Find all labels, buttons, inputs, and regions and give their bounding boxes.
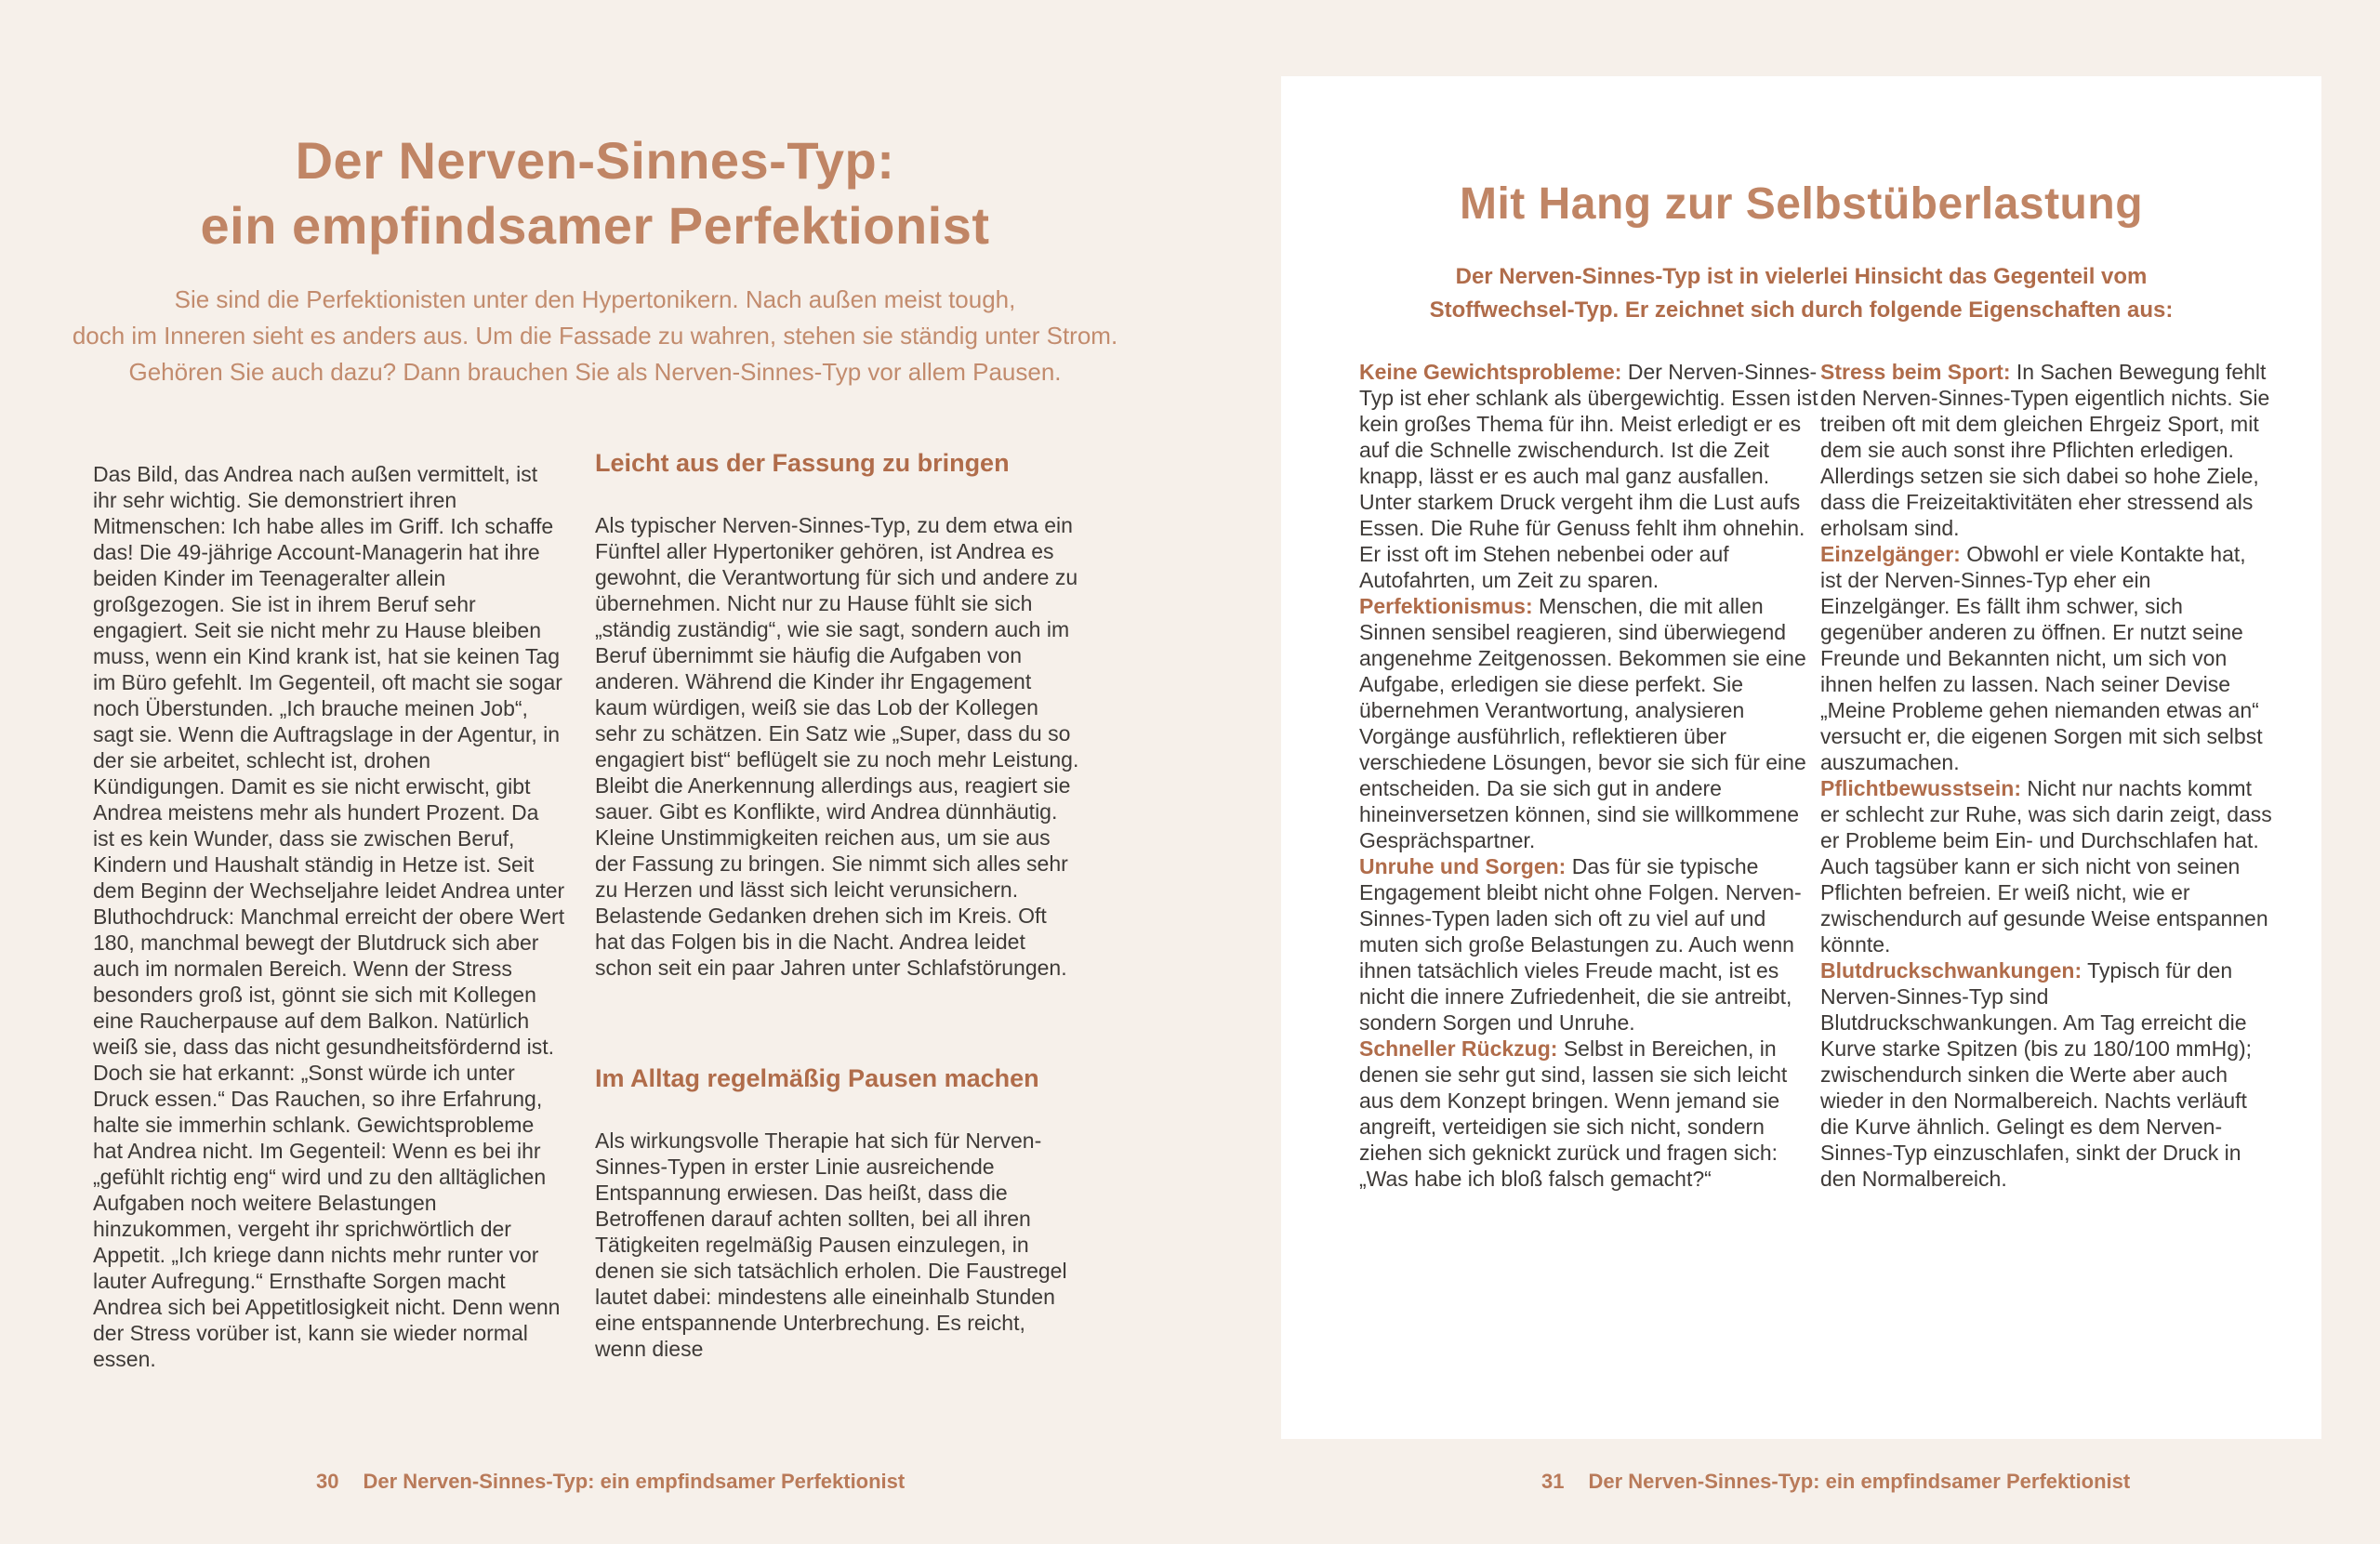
trait-text: Nicht nur nachts kommt er schlecht zur Ruhe, was sich darin zeigt, dass er Probleme beim Ein- und Durchschlafen hat. Auch tagsüber kann er sich nicht von seinen Pflichten befreien. Er weiß nicht, wie er zwischendurch auf gesunde Weise entspannen könnte. bbox=[1820, 776, 2272, 957]
trait-item-perfektionismus bbox=[1359, 593, 1820, 853]
left-page-footer bbox=[316, 1470, 905, 1494]
trait-item-blutdruckschwankungen bbox=[1820, 957, 2272, 1192]
trait-label: Einzelgänger: bbox=[1820, 542, 1961, 566]
left-page-title-line1: Der Nerven-Sinnes-Typ: bbox=[295, 131, 895, 190]
trait-text: Menschen, die mit allen Sinnen sensibel reagieren, sind überwiegend angenehme Zeitgenossen. Bekommen sie eine Aufgabe, erledigen sie diese perfekt. Sie übernehmen Verantwortung, analysieren Vorgänge ausführlich, reflektieren über verschiedene Lösungen, bevor sie sich für eine entscheiden. Da sie sich gut in andere hineinversetzen können, sind sie willkommene Gesprächspartner. bbox=[1359, 594, 1806, 852]
trait-text: In Sachen Bewegung fehlt den Nerven-Sinnes-Typen eigentlich nichts. Sie treiben oft mit dem gleichen Ehrgeiz Sport, mit dem sie auch sonst ihre Pflichten erledigen. Allerdings setzen sie sich dabei so hohe Ziele, dass die Freizeitaktivitäten eher stressend als erholsam sind. bbox=[1820, 360, 2270, 540]
trait-item-einzelgaenger bbox=[1820, 541, 2272, 775]
left-page-title bbox=[84, 128, 1106, 258]
trait-label: Unruhe und Sorgen: bbox=[1359, 854, 1567, 878]
page-number: 31 bbox=[1541, 1470, 1565, 1493]
trait-label: Schneller Rückzug: bbox=[1359, 1036, 1558, 1061]
trait-label: Perfektionismus: bbox=[1359, 594, 1533, 618]
body-paragraph: Als typischer Nerven-Sinnes-Typ, zu dem etwa ein Fünftel aller Hypertoniker gehören, ist Andrea es gewohnt, die Verantwortung für sich und andere zu übernehmen. Nicht nur zu Hause fühlt sie sich „ständig zuständig“, wie sie sagt, sondern auch im Beruf übernimmt sie häufig die Aufgaben von anderen. Während die Kinder ihr Engagement kaum würdigen, weiß sie das Lob der Kollegen sehr zu schätzen. Ein Satz wie „Super, dass du so engagiert bist“ beflügelt sie zu noch mehr Leistung. Bleibt die Anerkennung allerdings aus, reagiert sie sauer. Gibt es Konflikte, wird Andrea dünnhäutig. Kleine Unstimmigkeiten reichen aus, um sie aus der Fassung zu bringen. Sie nimmt sich alles sehr zu Herzen und lässt sich leicht verunsichern. Belastende Gedanken drehen sich im Kreis. Oft hat das Folgen bis in die Nacht. Andrea leidet schon seit ein paar Jahren unter Schlafstörungen. bbox=[595, 513, 1079, 980]
right-page-subtitle bbox=[1281, 260, 2321, 327]
left-page-intro bbox=[65, 282, 1125, 390]
page-number: 30 bbox=[316, 1470, 339, 1493]
body-paragraph: Das Bild, das Andrea nach außen vermittelt, ist ihr sehr wichtig. Sie demonstriert ihren Mitmenschen: Ich habe alles im Griff. Ich schaffe das! Die 49-jährige Account-Managerin hat ihre beiden Kinder im Teenageralter allein großgezogen. Sie ist in ihrem Beruf sehr engagiert. Seit sie nicht mehr zu Hause bleiben muss, wenn ein Kind krank ist, hat sie keinen Tag im Büro gefehlt. Im Gegenteil, oft macht sie sogar noch Überstunden. „Ich brauche meinen Job“, sagt sie. Wenn die Auftragslage in der Agentur, in der sie arbeitet, schlecht ist, drohen Kündigungen. Damit es sie nicht erwischt, gibt Andrea meistens mehr als hundert Prozent. Da ist es kein Wunder, dass sie zwischen Beruf, Kindern und Haushalt ständig in Hetze ist. Seit dem Beginn der Wechseljahre leidet Andrea unter Bluthochdruck: Manchmal erreicht der obere Wert 180, manchmal bewegt der Blutdruck sich aber auch im normalen Bereich. Wenn der Stress besonders groß ist, gönnt sie sich mit Kollegen eine Raucherpause auf dem Balkon. Natürlich weiß sie, dass das nicht gesundheitsfördernd ist. Doch sie hat erkannt: „Sonst würde ich unter Druck essen.“ Das Rauchen, so ihre Erfahrung, halte sie immerhin schlank. Gewichtsprobleme hat Andrea nicht. Im Gegenteil: Wenn es bei ihr „gefühlt richtig eng“ wird und zu den alltäglichen Aufgaben noch weitere Belastungen hinzukommen, vergeht ihr sprichwörtlich der Appetit. „Ich kriege dann nichts mehr runter vor lauter Aufregung.“ Ernsthafte Sorgen macht Andrea sich bei Appetitlosigkeit nicht. Denn wenn der Stress vorüber ist, kann sie wieder normal essen. bbox=[93, 462, 565, 1371]
trait-item-gewichtsprobleme bbox=[1359, 359, 1820, 593]
intro-line: Gehören Sie auch dazu? Dann brauchen Sie als Nerven-Sinnes-Typ vor allem Pausen. bbox=[128, 358, 1062, 386]
trait-text: Obwohl er viele Kontakte hat, ist der Nerven-Sinnes-Typ eher ein Einzelgänger. Es fällt ihm schwer, sich gegenüber anderen zu öffnen. Er nutzt seine Freunde und Bekannten nicht, um sich von ihnen helfen zu lassen. Nach seiner Devise „Meine Probleme gehen niemanden etwas an“ versucht er, die eigenen Sorgen mit sich selbst auszumachen. bbox=[1820, 542, 2263, 774]
trait-item-sport bbox=[1820, 359, 2272, 541]
right-column-2 bbox=[1820, 359, 2272, 1192]
trait-text: Das für sie typische Engagement bleibt nicht ohne Folgen. Nerven-Sinnes-Typen laden sich oft zu viel auf und muten sich große Belastungen zu. Auch wenn ihnen tatsächlich vieles Freude macht, ist es nicht die innere Zufriedenheit, die sie antreibt, sondern Sorgen und Unruhe. bbox=[1359, 854, 1802, 1035]
body-paragraph: Als wirkungsvolle Therapie hat sich für Nerven-Sinnes-Typen in erster Linie ausreichende Entspannung erwiesen. Das heißt, dass die Betroffenen darauf achten sollten, bei all ihren Tätigkeiten regelmäßig Pausen einzulegen, in denen sie sich tatsächlich erholen. Die Faustregel lautet dabei: mindestens alle eineinhalb Stunden eine entspannende Unterbrechung. Es reicht, wenn diese bbox=[595, 1128, 1067, 1361]
trait-item-rueckzug bbox=[1359, 1036, 1820, 1192]
right-page-card bbox=[1281, 76, 2321, 1439]
trait-label: Blutdruckschwankungen: bbox=[1820, 958, 2082, 983]
left-column-1 bbox=[93, 461, 565, 1372]
left-page-title-line2: ein empfindsamer Perfektionist bbox=[200, 196, 990, 255]
subtitle-line: Der Nerven-Sinnes-Typ ist in vielerlei Hinsicht das Gegenteil vom bbox=[1455, 264, 2148, 289]
trait-text: Typisch für den Nerven-Sinnes-Typ sind Blutdruckschwankungen. Am Tag erreicht die Kurve starke Spitzen (bis zu 180/100 mmHg); zwischendurch sinken die Werte aber auch wieder in den Normalbereich. Nachts verläuft die Kurve ähnlich. Gelingt es dem Nerven-Sinnes-Typ einzuschlafen, sinkt der Druck in den Normalbereich. bbox=[1820, 958, 2253, 1191]
trait-label: Pflichtbewusstsein: bbox=[1820, 776, 2021, 800]
right-column-1 bbox=[1359, 359, 1820, 1192]
trait-label: Keine Gewichtsprobleme: bbox=[1359, 360, 1622, 384]
running-title: Der Nerven-Sinnes-Typ: ein empfindsamer Perfektionist bbox=[363, 1470, 906, 1493]
subtitle-line: Stoffwechsel-Typ. Er zeichnet sich durch folgende Eigenschaften aus: bbox=[1429, 297, 2174, 323]
section-heading-fassung: Leicht aus der Fassung zu bringen bbox=[595, 449, 1010, 477]
running-title: Der Nerven-Sinnes-Typ: ein empfindsamer Perfektionist bbox=[1588, 1470, 2131, 1493]
right-page-footer bbox=[1541, 1470, 2130, 1494]
trait-text: Selbst in Bereichen, in denen sie sehr gut sind, lassen sie sich leicht aus dem Konzept bringen. Wenn jemand sie angreift, verteidigen sie sich nicht, sondern ziehen sich geknickt zurück und fragen sich: „Was habe ich bloß falsch gemacht?“ bbox=[1359, 1036, 1788, 1191]
trait-label: Stress beim Sport: bbox=[1820, 360, 2011, 384]
trait-text: Der Nerven-Sinnes-Typ ist eher schlank als übergewichtig. Essen ist kein großes Thema für ihn. Meist erledigt er es auf die Schnelle zwischendurch. Ist die Zeit knapp, lässt er es auch mal ganz ausfallen. Unter starkem Druck vergeht ihm die Lust aufs Essen. Die Ruhe für Genuss fehlt ihm ohnehin. Er isst oft im Stehen nebenbei oder auf Autofahrten, um Zeit zu sparen. bbox=[1359, 360, 1818, 592]
trait-item-pflichtbewusstsein bbox=[1820, 775, 2272, 957]
section-heading-pausen: Im Alltag regelmäßig Pausen machen bbox=[595, 1064, 1039, 1092]
left-column-2 bbox=[595, 447, 1082, 1362]
trait-item-unruhe bbox=[1359, 853, 1820, 1036]
intro-line: Sie sind die Perfektionisten unter den Hypertonikern. Nach außen meist tough, bbox=[174, 285, 1016, 313]
intro-line: doch im Inneren sieht es anders aus. Um die Fassade zu wahren, stehen sie ständig unter Strom. bbox=[72, 322, 1118, 350]
right-page-title: Mit Hang zur Selbstüberlastung bbox=[1459, 179, 2144, 229]
